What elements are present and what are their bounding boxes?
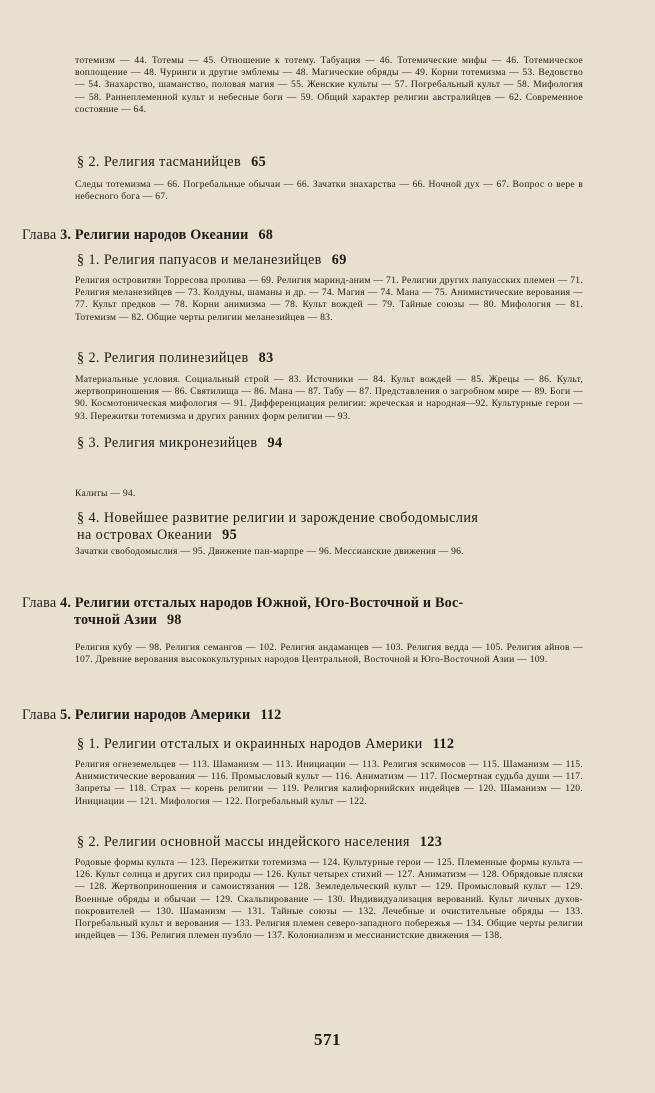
chapter-page: 98 xyxy=(167,612,182,628)
section-title-line2: на островах Океании xyxy=(77,527,213,543)
section-title: § 2. Религии основной массы индейского населения xyxy=(77,834,410,850)
section-america1-heading xyxy=(77,736,597,753)
section-page: 65 xyxy=(251,154,267,170)
section-america2-text: Родовые формы культа — 123. Пережитки тотемизма — 124. Культурные герои — 125. Племенные формы культа — 126. Культ солнца и других сил природы — 126. Культ четырех стихий — 127. Аниматизм — 128. Обрядовые пляски — 128. Жертвоприношения и самоистязания — 128. Земледельческий культ — 129. Промысловый культ — 129. Военные обряды и обычаи — 129. Скальпирование — 130. Индивидуализация верований. Культ личных духов-покровителей — 130. Шаманизм — 131. Тайные союзы — 132. Лечебные и очистительные обряды — 133. Погребальный культ и верования — 133. Религия племен северо-западного побережья — 134. Общие черты религии индейцев — 136. Религия племен пуэбло — 137. Колониализм и мессианистские движения — 138. xyxy=(75,857,583,942)
section-page: 94 xyxy=(267,435,283,451)
section-polynesia-text: Материальные условия. Социальный строй — 83. Источники — 84. Культ вождей — 85. Жрецы — 86. Культ, жертвоприношения — 86. Святилища — 86. Мана — 87. Табу — 87. Представления о загробном мире — 89. Боги — 90. Космотоническая мифология — 91. Дифференциация религии: жреческая и народная—92. Культурные герои — 93. Пережитки тотемизма и других ранних форм религии — 93. xyxy=(75,374,583,422)
chapter-number: 5. xyxy=(60,707,72,723)
section-tasmania-text: Следы тотемизма — 66. Погребальные обычаи — 66. Зачатки знахарства — 66. Ночной дух — 67. Вопрос о вере в небесного бога — 67. xyxy=(75,179,583,203)
section-micronesia-text: Калиты — 94. xyxy=(75,488,136,499)
chapter-title-line2: точной Азии xyxy=(74,612,157,628)
section-micronesia-heading xyxy=(77,435,597,452)
chapter-number: 3. xyxy=(60,227,72,243)
chapter-3-heading xyxy=(22,227,592,244)
chapter-page: 112 xyxy=(260,707,282,723)
section-tasmania-heading xyxy=(77,154,597,171)
section-papua-text: Религия островитян Торресова пролива — 69. Религия маринд-аним — 71. Религии других папуасских племен — 71. Религия меланезийцев — 73. Колдуны, шаманы и др. — 74. Магия — 74. Мана — 75. Анимистические верования — 77. Культ предков — 78. Корни анимизма — 78. Культ вождей — 79. Тайные союзы — 80. Мифология — 81. Тотемизм — 82. Общие черты религии меланезийцев — 83. xyxy=(75,275,583,323)
chapter-4-heading xyxy=(22,595,592,629)
section-america2-heading xyxy=(77,834,597,851)
section-polynesia-heading xyxy=(77,350,597,367)
chapter-label: Глава xyxy=(22,227,57,243)
section-page: 69 xyxy=(331,252,347,268)
section-papua-heading xyxy=(77,252,597,269)
section-america1-text: Религия огнеземельцев — 113. Шаманизм — 113. Инициации — 113. Религия эскимосов — 115. Шаманизм — 115. Анимистические верования — 116. Промысловый культ — 116. Аниматизм — 117. Посмертная судьба души — 117. Запреты — 118. Страх — корень религии — 119. Религия калифорнийских индейцев — 120. Шаманизм — 120. Инициации — 121. Мифология — 122. Погребальный культ — 122. xyxy=(75,759,583,807)
top-paragraph: тотемизм — 44. Тотемы — 45. Отношение к тотему. Табуация — 46. Тотемические мифы — 46. Тотемическое воплощение — 48. Чуринги и другие эмблемы — 48. Магические обряды — 49. Корни тотемизма — 53. Ведовство — 54. Знахарство, шаманство, половая магия — 55. Женские культы — 57. Погребальный культ — 58. Мифология — 58. Раннеплеменной культ и небесные боги — 59. Общий характер религии австралийцев — 62. Современное состояние — 64. xyxy=(75,55,583,115)
section-newest-heading xyxy=(77,510,597,544)
section-page: 83 xyxy=(258,350,274,366)
chapter-title-line1: Религии отсталых народов Южной, Юго-Восточной и Вос- xyxy=(74,595,464,611)
chapter-label: Глава xyxy=(22,595,57,611)
section-title-line1: § 4. Новейшее развитие религии и зарождение свободомыслия xyxy=(77,510,479,526)
chapter-5-heading xyxy=(22,707,592,724)
section-page: 123 xyxy=(419,834,443,850)
section-title: § 1. Религии отсталых и окраинных народов Америки xyxy=(77,736,423,752)
section-page: 95 xyxy=(222,527,238,543)
section-title: § 2. Религия полинезийцев xyxy=(77,350,249,366)
section-newest-text: Зачатки свободомыслия — 95. Движение пан-марпре — 96. Мессианские движения — 96. xyxy=(75,546,464,557)
section-title: § 3. Религия микронезийцев xyxy=(77,435,258,451)
chapter-title: Религии народов Океании xyxy=(74,227,249,243)
chapter-number: 4. xyxy=(60,595,72,611)
page-number: 571 xyxy=(314,1030,341,1049)
section-title: § 1. Религия папуасов и меланезийцев xyxy=(77,252,322,268)
section-title: § 2. Религия тасманийцев xyxy=(77,154,242,170)
section-page: 112 xyxy=(432,736,455,752)
chapter-label: Глава xyxy=(22,707,57,723)
chapter-4-text: Религия кубу — 98. Религия семангов — 102. Религия андаманцев — 103. Религия ведда — 105. Религия айнов — 107. Древние верования высококультурных народов Центральной, Восточной и Юго-Восточной Азии — 109. xyxy=(75,642,583,666)
chapter-page: 68 xyxy=(258,227,274,243)
chapter-title: Религии народов Америки xyxy=(74,707,251,723)
